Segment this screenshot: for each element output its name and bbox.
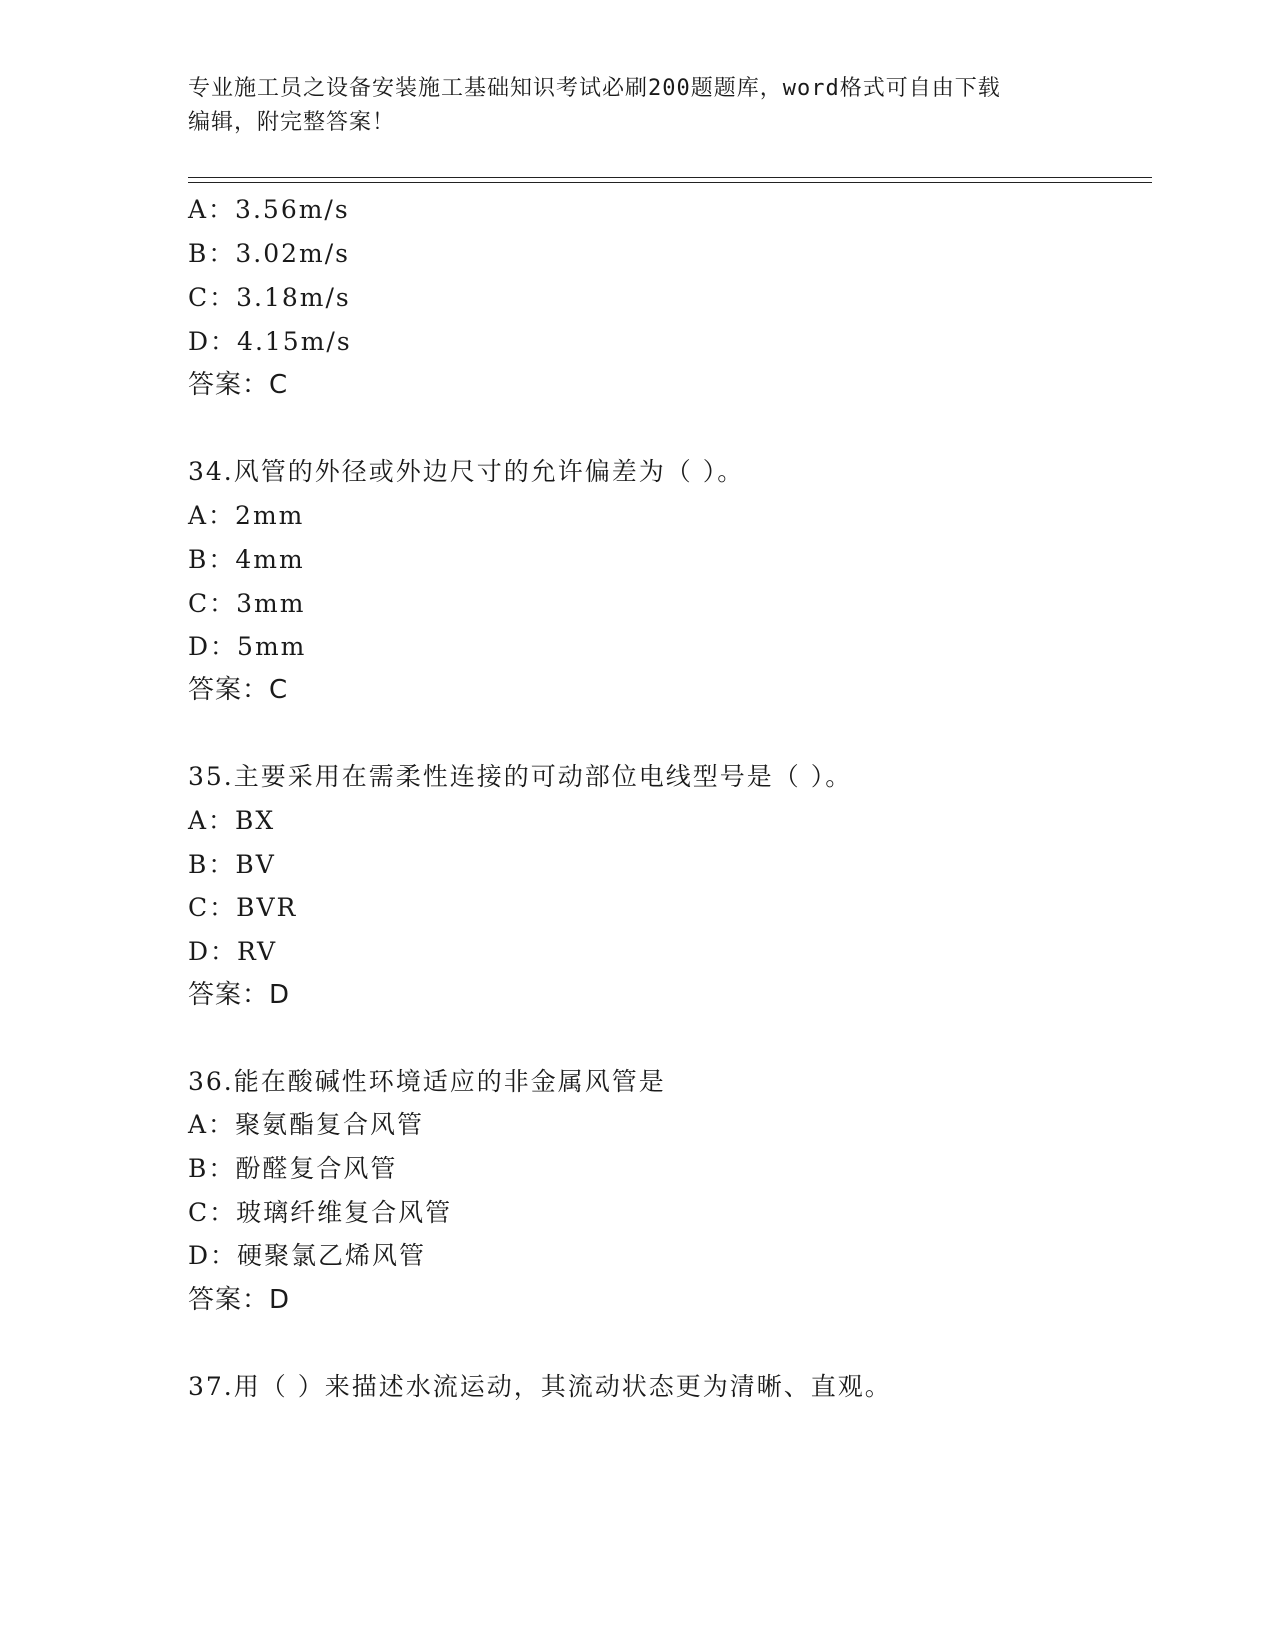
q34-answer: 答案：C [188,675,289,705]
header-divider-top [188,177,1152,178]
header-line-2: 编辑，附完整答案！ [188,110,396,135]
q34-option-a: A：2mm [188,501,305,530]
q34-option-b: B：4mm [188,545,305,574]
q36-option-d: D：硬聚氯乙烯风管 [188,1241,427,1270]
q33-answer: 答案：C [188,370,289,400]
q35-option-a: A：BX [188,806,276,835]
q36-question: 36.能在酸碱性环境适应的非金属风管是 [188,1067,666,1096]
q36-option-a: A：聚氨酯复合风管 [188,1110,425,1139]
q33-option-b: B：3.02m/s [188,239,350,268]
q34-question: 34.风管的外径或外边尺寸的允许偏差为（ ）。 [188,457,745,486]
q35-answer: 答案：D [188,980,291,1010]
document-header [188,72,1088,140]
q34-option-d: D：5mm [188,632,307,661]
q35-option-c: C：BVR [188,893,298,922]
q37-question: 37.用（ ）来描述水流运动，其流动状态更为清晰、直观。 [188,1372,892,1401]
q36-answer: 答案：D [188,1285,291,1315]
q35-option-d: D：RV [188,937,278,966]
q33-option-d: D：4.15m/s [188,327,352,356]
q33-option-c: C：3.18m/s [188,283,351,312]
q33-option-a: A：3.56m/s [188,195,350,224]
header-line-1: 专业施工员之设备安装施工基础知识考试必刷200题题库，word格式可自由下载 [188,76,1001,101]
q36-option-c: C：玻璃纤维复合风管 [188,1198,453,1227]
q35-question: 35.主要采用在需柔性连接的可动部位电线型号是（ ）。 [188,762,853,791]
header-divider-bottom [188,182,1152,183]
q36-option-b: B：酚醛复合风管 [188,1154,398,1183]
q34-option-c: C：3mm [188,589,306,618]
q35-option-b: B：BV [188,850,276,879]
